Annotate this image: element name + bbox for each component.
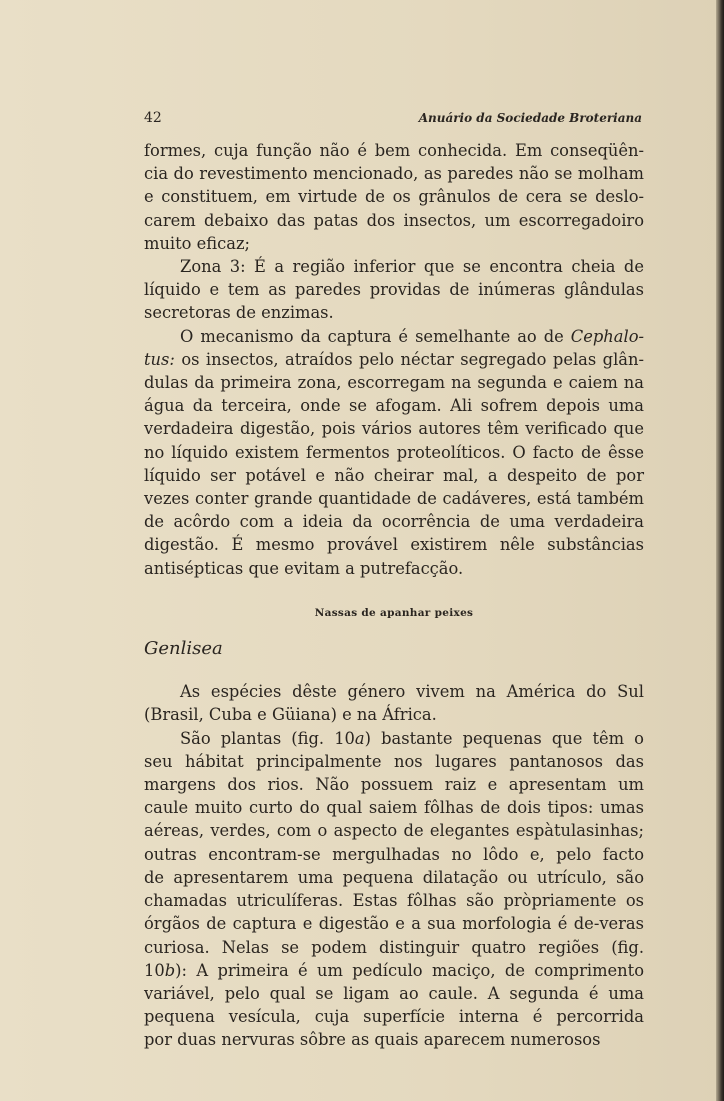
section-title: Genlisea bbox=[144, 638, 223, 660]
page-number: 42 bbox=[144, 110, 162, 126]
figure-caption: Nassas de apanhar peixes bbox=[314, 606, 474, 619]
text-line: 10b): A primeira é um pedículo maciço, de comprimento bbox=[144, 960, 644, 980]
paragraph bbox=[144, 255, 644, 325]
text-line: aéreas, verdes, com o aspecto de elegantes espàtulasinhas; bbox=[144, 821, 644, 841]
text-line: vezes conter grande quantidade de cadáveres, está também bbox=[144, 489, 644, 509]
page-edge-shadow bbox=[716, 0, 724, 1101]
text-line: digestão. É mesmo provável existirem nêle substâncias bbox=[144, 535, 644, 555]
text-line: órgãos de captura e digestão e a sua morfologia é de-veras bbox=[144, 914, 644, 934]
text-line: no líquido existem fermentos proteolíticos. O facto de êsse bbox=[144, 442, 644, 462]
text-line: por duas nervuras sôbre as quais aparecem numerosos bbox=[144, 1030, 601, 1050]
paragraph bbox=[144, 680, 644, 726]
page-header bbox=[144, 110, 642, 126]
text-line: pequena vesícula, cuja superfície interna é percorrida bbox=[144, 1007, 644, 1027]
text-line: Zona 3: É a região inferior que se encontra cheia de bbox=[180, 257, 644, 277]
text-line: (Brasil, Cuba e Güiana) e na África. bbox=[144, 705, 437, 725]
body-text bbox=[144, 139, 644, 1052]
text-line: caule muito curto do qual saiem fôlhas de dois tipos: umas bbox=[144, 798, 644, 818]
text-line: O mecanismo da captura é semelhante ao de Cephalo- bbox=[180, 326, 644, 346]
text-line: formes, cuja função não é bem conhecida. Em conseqüên- bbox=[144, 141, 644, 160]
text-line: carem debaixo das patas dos insectos, um escorregadoiro bbox=[144, 210, 644, 230]
text-line: outras encontram-se mergulhadas no lôdo e, pelo facto bbox=[144, 844, 644, 864]
text-line: líquido e tem as paredes providas de inúmeras glândulas bbox=[144, 280, 644, 300]
text-line: variável, pelo qual se ligam ao caule. A segunda é uma bbox=[144, 983, 644, 1003]
text-line: antisépticas que evitam a putrefacção. bbox=[144, 558, 464, 578]
text-line: tus: os insectos, atraídos pelo néctar segregado pelas glân- bbox=[144, 349, 644, 369]
text-line: São plantas (fig. 10a) bastante pequenas que têm o bbox=[180, 728, 644, 748]
text-line: secretoras de enzimas. bbox=[144, 303, 334, 323]
text-line: As espécies dêste género vivem na América do Sul bbox=[180, 682, 644, 702]
text-line: de acôrdo com a ideia da ocorrência de uma verdadeira bbox=[144, 512, 644, 532]
top-text-block bbox=[144, 139, 644, 580]
paragraph bbox=[144, 325, 644, 580]
text-line: de apresentarem uma pequena dilatação ou utrículo, são bbox=[144, 867, 644, 887]
bottom-text-block bbox=[144, 680, 644, 1051]
text-line: seu hábitat principalmente nos lugares pantanosos das bbox=[144, 751, 644, 771]
text-line: e constituem, em virtude de os grânulos de cera se deslo- bbox=[144, 187, 644, 207]
text-line: cia do revestimento mencionado, as paredes não se molham bbox=[144, 164, 644, 184]
text-line: muito eficaz; bbox=[144, 233, 251, 253]
text-line: margens dos rios. Não possuem raiz e apresentam um bbox=[144, 775, 644, 795]
text-line: líquido ser potável e não cheirar mal, a despeito de por bbox=[144, 465, 644, 485]
paragraph bbox=[144, 139, 644, 255]
paragraph bbox=[144, 727, 644, 1052]
text-line: dulas da primeira zona, escorregam na segunda e caiem na bbox=[144, 373, 644, 393]
text-line: verdadeira digestão, pois vários autores têm verificado que bbox=[144, 419, 644, 439]
text-line: curiosa. Nelas se podem distinguir quatro regiões (fig. bbox=[144, 937, 644, 957]
running-title: Anuário da Sociedade Broteriana bbox=[418, 111, 642, 125]
text-line: água da terceira, onde se afogam. Ali sofrem depois uma bbox=[144, 396, 644, 416]
text-line: chamadas utriculíferas. Estas fôlhas são pròpriamente os bbox=[144, 891, 644, 911]
